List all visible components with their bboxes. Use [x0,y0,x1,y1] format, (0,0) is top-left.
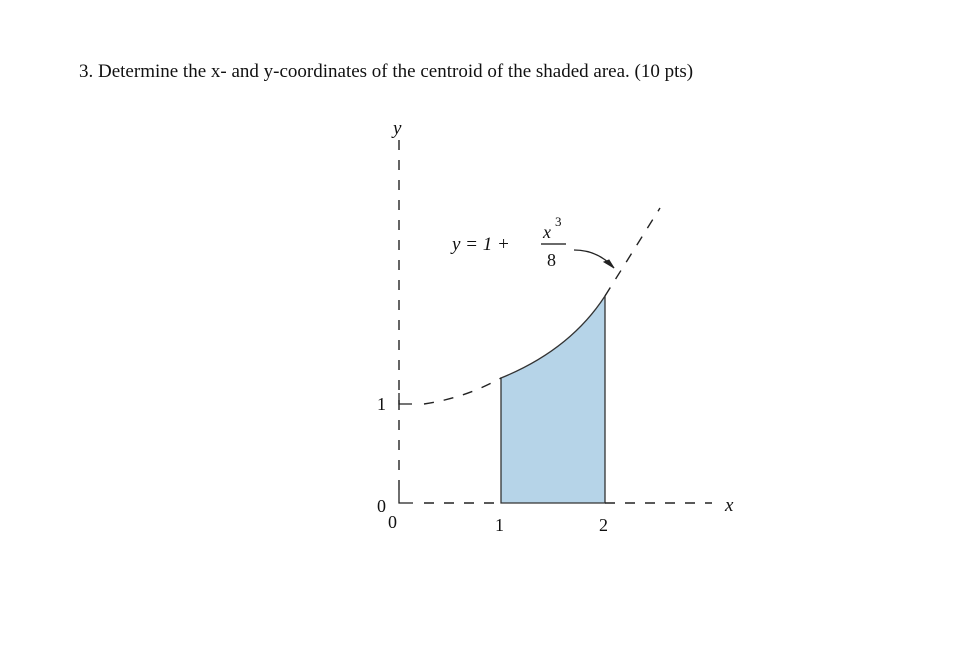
question-text: 3. Determine the x- and y-coordinates of the centroid of the shaded area. (10 pts) [79,61,694,82]
y-axis-label: y [393,118,402,139]
equation-numerator-base: x [543,222,551,242]
equation-numerator-exponent: 3 [555,214,562,229]
shaded-area [501,296,605,503]
y-tick-one-mark [399,393,412,404]
origin-y-label: 0 [377,496,386,516]
y-tick-one-label: 1 [377,394,386,414]
origin-corner [399,490,413,503]
x-tick-two-label: 2 [599,515,608,535]
x-axis-label: x [725,495,734,516]
equation-lhs: y = 1 + [452,234,510,255]
origin-x-label: 0 [388,512,397,532]
dashed-curve-extension-right [605,208,660,296]
equation-leader-arrow [574,250,614,268]
dashed-curve-extension-left [424,378,501,404]
x-tick-one-label: 1 [495,515,504,535]
arrowhead [604,260,614,268]
equation-denominator: 8 [547,250,556,270]
